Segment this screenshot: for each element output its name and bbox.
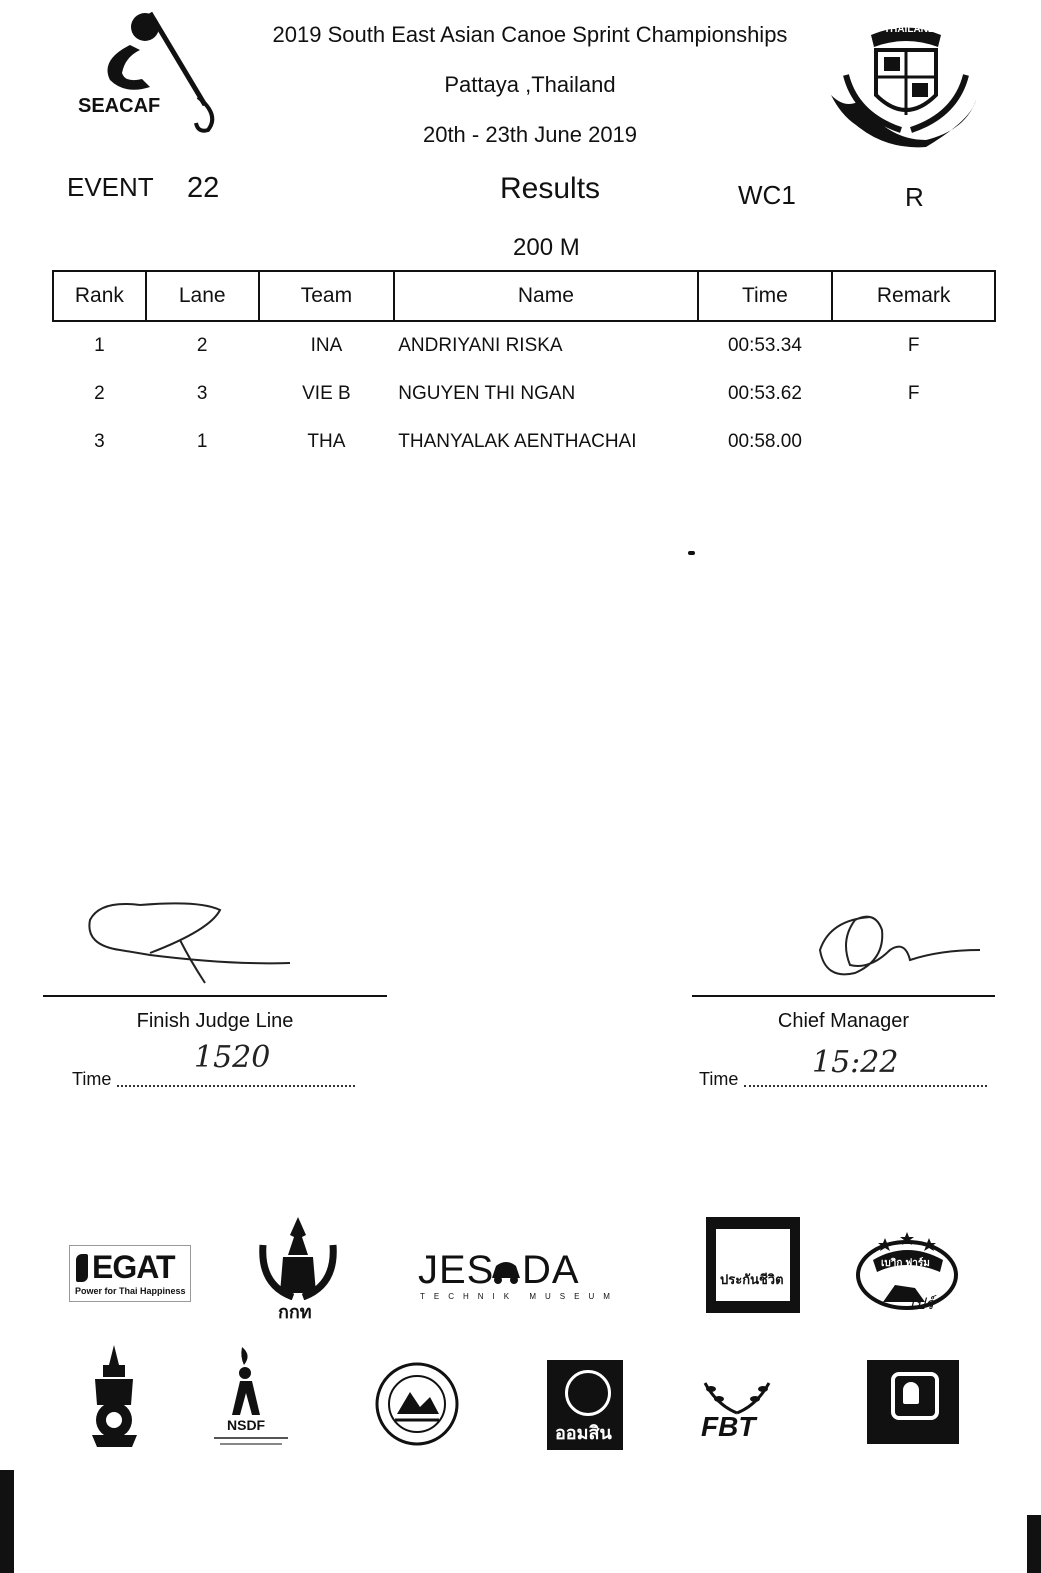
- finish-judge-time-label: Time: [72, 1069, 112, 1089]
- egat-logo: [69, 1245, 191, 1302]
- egat-tagline: Power for Thai Happiness: [75, 1286, 186, 1296]
- cell-team: INA: [310, 335, 343, 356]
- table-row: [53, 370, 995, 418]
- kkt-text: กกท: [278, 1302, 312, 1322]
- cell-team: THA: [307, 431, 346, 452]
- event-label: EVENT: [67, 172, 154, 202]
- laurel-icon: [697, 1375, 777, 1415]
- egat-logo-text: EGAT: [92, 1249, 175, 1285]
- cell-name: ANDRIYANI RISKA: [398, 335, 563, 356]
- navy-emblem-icon: [87, 1345, 142, 1450]
- farm-logo-text: เบาิก ฟาร์ม: [881, 1258, 930, 1269]
- seacaf-logo-text: SEACAF: [78, 95, 161, 117]
- chief-manager-time-label: Time: [699, 1069, 739, 1089]
- jesada-text-a: JES: [418, 1248, 495, 1292]
- cell-remark: [832, 418, 995, 466]
- fbt-logo: [697, 1375, 777, 1445]
- cell-time: 00:53.34: [727, 335, 802, 356]
- kkt-emblem-icon: [258, 1215, 338, 1300]
- crest-text: THAILAND: [884, 24, 936, 35]
- championship-title: 2019 South East Asian Canoe Sprint Championships: [272, 22, 788, 47]
- event-type: Results: [500, 172, 601, 205]
- car-icon: [488, 1256, 524, 1286]
- bank-logo: [867, 1360, 959, 1444]
- table-row: [53, 418, 995, 466]
- cell-lane: 2: [196, 335, 208, 356]
- cell-time: 00:53.62: [727, 383, 802, 404]
- nsdf-logo: [212, 1345, 292, 1455]
- column-header-remark: Remark: [832, 271, 995, 321]
- scan-speck: [688, 551, 695, 555]
- championship-location: Pattaya ,Thailand: [444, 72, 616, 97]
- table-row: [53, 321, 995, 370]
- column-header-team: Team: [259, 271, 395, 321]
- cell-rank: 2: [94, 383, 105, 404]
- insurance-logo: [706, 1217, 800, 1313]
- cell-name: NGUYEN THI NGAN: [398, 383, 576, 404]
- scan-edge-right: [1027, 1515, 1041, 1573]
- column-header-rank: Rank: [53, 271, 146, 321]
- cell-lane: 1: [196, 431, 208, 452]
- cell-rank: 1: [94, 335, 105, 356]
- column-header-lane: Lane: [146, 271, 259, 321]
- event-distance: 200 M: [513, 234, 580, 261]
- navy-emblem: [87, 1345, 142, 1450]
- chief-manager-time-field: [744, 1085, 987, 1087]
- chief-manager-signature: [810, 905, 990, 985]
- finish-judge-label: Finish Judge Line: [136, 1010, 294, 1032]
- crest-icon: [826, 15, 986, 155]
- column-header-name: Name: [394, 271, 697, 321]
- chief-manager-label: Chief Manager: [777, 1010, 910, 1032]
- championship-dates: 20th - 23th June 2019: [422, 122, 638, 147]
- cell-remark: F: [907, 335, 920, 356]
- thailand-crest: [826, 15, 986, 155]
- fbt-text: FBT: [701, 1411, 756, 1442]
- farm-logo-script: ไปร์: [907, 1296, 934, 1313]
- column-header-time: Time: [698, 271, 833, 321]
- insurance-logo-text: ประกันชีวิต: [720, 1272, 784, 1287]
- finish-judge-time-field: [117, 1085, 355, 1087]
- round-seal-logo: [375, 1362, 459, 1446]
- kkt-emblem: [258, 1215, 338, 1320]
- cell-name: THANYALAK AENTHACHAI: [398, 431, 637, 452]
- egat-mark-icon: [76, 1254, 88, 1282]
- gsb-logo-text: ออมสิน: [555, 1423, 612, 1443]
- scan-edge-left: [0, 1470, 14, 1573]
- event-number: 22: [187, 172, 220, 204]
- table-header-row: [53, 271, 995, 321]
- gsb-logo: [547, 1360, 623, 1450]
- chief-manager-line: [692, 995, 995, 997]
- farm-logo: [855, 1230, 960, 1320]
- finish-judge-line: [43, 995, 387, 997]
- cell-rank: 3: [94, 431, 105, 452]
- round-seal-icon: [375, 1362, 459, 1446]
- cell-time: 00:58.00: [727, 431, 802, 452]
- cell-lane: 3: [196, 383, 208, 404]
- event-round: R: [905, 182, 924, 212]
- finish-judge-signature: [80, 895, 310, 990]
- chief-manager-time-value: 15:22: [812, 1045, 899, 1080]
- nsdf-text: NSDF: [227, 1417, 266, 1433]
- torch-runner-icon: [212, 1345, 292, 1425]
- finish-judge-time-value: 1520: [194, 1040, 271, 1075]
- cell-remark: F: [907, 383, 920, 404]
- jesada-tagline: TECHNIK MUSEUM: [420, 1292, 619, 1301]
- cell-team: VIE B: [302, 383, 351, 404]
- jesada-logo: [418, 1248, 619, 1303]
- seacaf-logo: [70, 5, 230, 135]
- event-class: WC1: [738, 180, 796, 210]
- jesada-text-b: DA: [522, 1248, 580, 1292]
- results-table: [52, 270, 996, 466]
